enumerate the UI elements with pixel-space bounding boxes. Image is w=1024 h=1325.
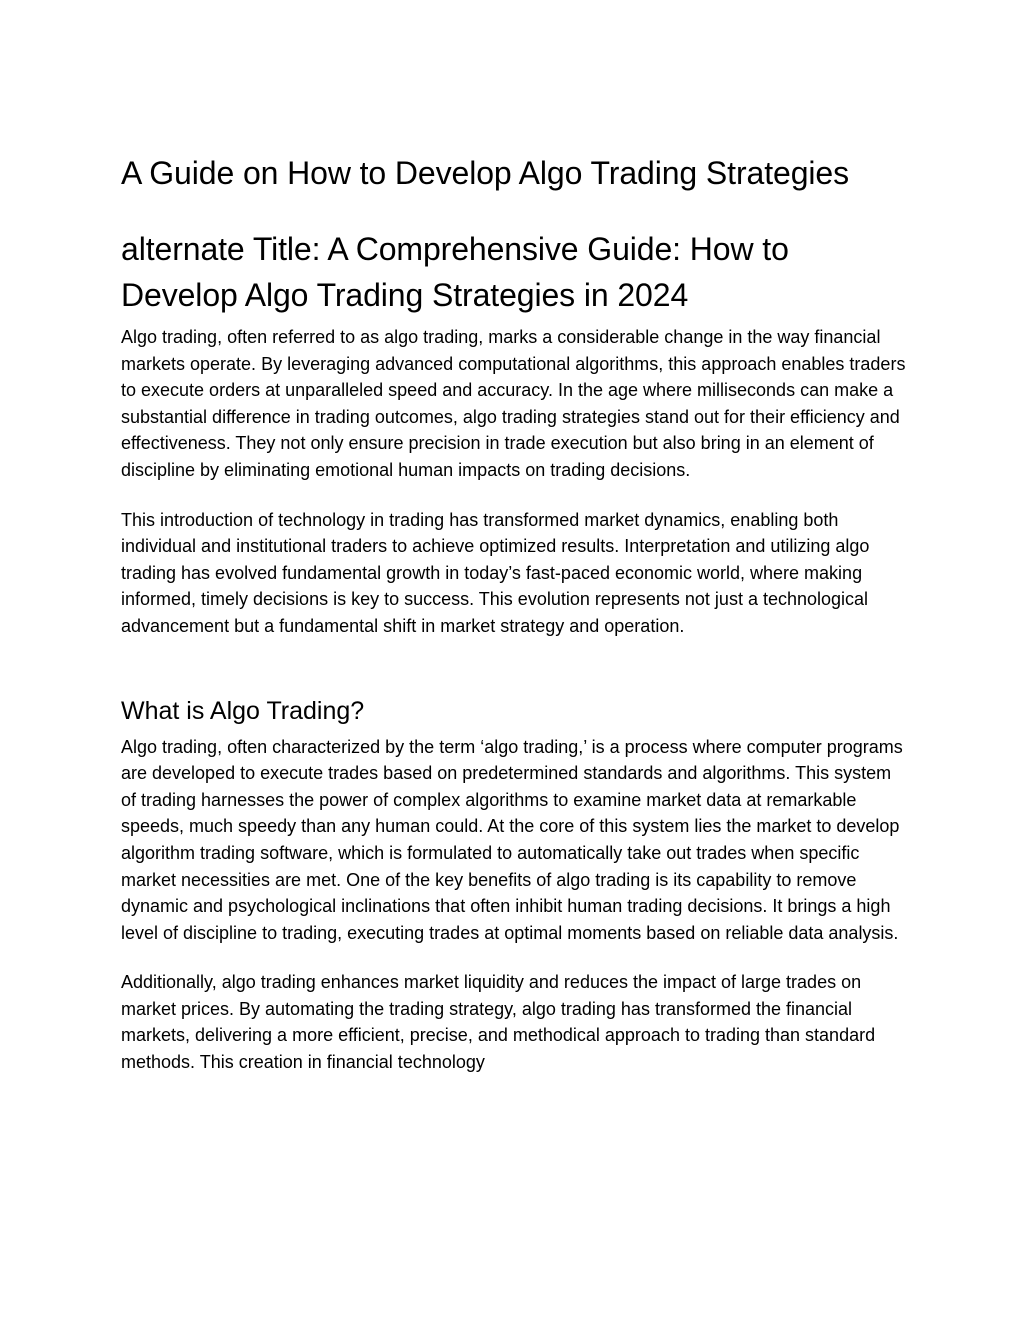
document-body	[121, 150, 911, 1076]
section-paragraph-2: Additionally, algo trading enhances market liquidity and reduces the impact of large trades on market prices. By automating the trading strategy, algo trading has transformed the financial markets, delivering a more efficient, precise, and methodical approach to trading than standard methods. This creation in financial technology	[121, 972, 876, 1073]
document-title: A Guide on How to Develop Algo Trading Strategies	[121, 155, 849, 191]
section-heading: What is Algo Trading?	[121, 696, 365, 725]
section-paragraph-1: Algo trading, often characterized by the term ‘algo trading,’ is a process where computer programs are developed to execute trades based on predetermined standards and algorithms. This system of trading harnesses the power of complex algorithms to examine market data at remarkable speeds, much speedy than any human could. At the core of this system lies the market to develop algorithm trading software, which is formulated to automatically take out trades when specific market necessities are met. One of the key benefits of algo trading is its capability to remove dynamic and psychological inclinations that often inhibit human trading decisions. It brings a high level of discipline to trading, executing trades at optimal moments based on reliable data analysis.	[121, 736, 903, 943]
alternate-title: alternate Title: A Comprehensive Guide: How to Develop Algo Trading Strategies in 2024	[121, 231, 789, 313]
intro-paragraph-2: This introduction of technology in trading has transformed market dynamics, enabling both individual and institutional traders to achieve optimized results. Interpretation and utilizing algo trading has evolved fundamental growth in today’s fast-paced economic world, where making informed, timely decisions is key to success. This evolution represents not just a technological advancement but a fundamental shift in market strategy and operation.	[121, 509, 870, 636]
intro-paragraph-1: Algo trading, often referred to as algo trading, marks a considerable change in the way financial markets operate. By leveraging advanced computational algorithms, this approach enables traders to execute orders at unparalleled speed and accuracy. In the age where milliseconds can make a substantial difference in trading outcomes, algo trading strategies stand out for their efficiency and effectiveness. They not only ensure precision in trade execution but also bring in an element of discipline by eliminating emotional human impacts on trading decisions.	[121, 327, 906, 480]
